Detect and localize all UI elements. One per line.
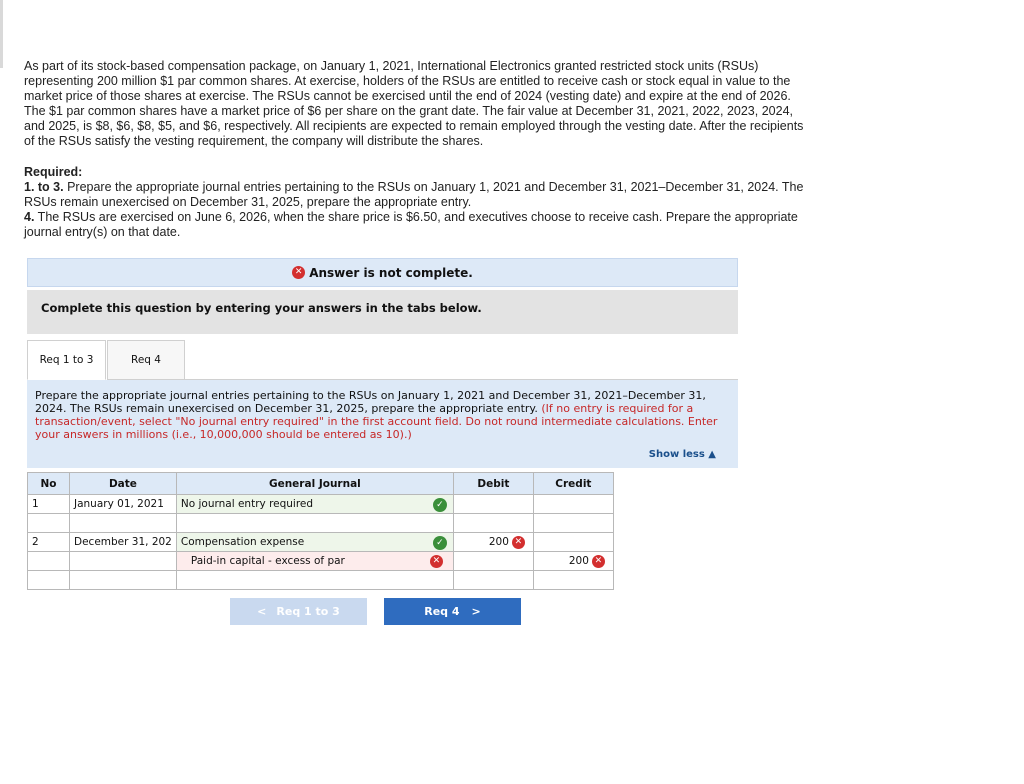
show-less-link[interactable] [649,448,716,461]
tab-instructions [27,380,738,468]
tab-req-1-to-3[interactable]: Req 1 to 3 [27,340,106,380]
journal-header-row [28,473,614,495]
left-edge-strip [0,0,3,68]
required-item-4-text: The RSUs are exercised on June 6, 2026, when the share price is $6.50, and executives choose to receive cash. Prepare the appropriate journal entry(s) on that date. [24,210,798,239]
required-item-4-label: 4. [24,210,35,224]
account-cell-empty[interactable] [176,571,453,590]
required-item-1-label: 1. to 3. [24,180,64,194]
tab-instructions-text: Prepare the appropriate journal entries pertaining to the RSUs on January 1, 2021 and December 31, 2021–December 31, 2024. The RSUs remain unexercised on December 31, 2025, prepare the appropriate entry. [35,389,706,415]
account-name: Paid-in capital - excess of par [190,555,345,567]
entry-date[interactable]: December 31, 202 [70,533,177,552]
debit-cell-empty[interactable] [453,571,533,590]
answer-status-text: Answer is not complete. [309,265,473,280]
chevron-left-icon: < [257,605,267,618]
table-row-empty [28,514,614,533]
required-item-4 [24,210,814,240]
account-name: No journal entry required [180,498,314,510]
journal-table [27,472,614,590]
triangle-up-icon: ▲ [708,449,716,460]
problem-text: As part of its stock-based compensation package, on January 1, 2021, International Electronics granted restricted stock units (RSUs) representing 200 million $1 par common shares. At exercise, holders of the RSUs are entitled to receive cash or stock equal in value to the market price of those shares at exercise. The RSUs cannot be exercised until the end of 2024 (vesting date) and expire at the end of 2026. The $1 par common shares have a market price of $6 per share on the grant date. The fair value at December 31, 2021, 2022, 2023, 2024, and 2025, is $8, $6, $8, $5, and $6, respectively. All recipients are expected to remain employed through the vesting date. After the recipients of the RSUs satisfy the vesting requirement, the company will distribute the shares. [24,59,804,148]
tab-req-4[interactable]: Req 4 [107,340,185,380]
entry-date-empty[interactable] [70,571,177,590]
prev-req-button[interactable] [230,598,367,625]
header-general-journal: General Journal [176,473,453,495]
show-less-label: Show less [648,449,705,460]
entry-number: 1 [28,495,70,514]
credit-cell[interactable] [533,533,613,552]
x-circle-icon: ✕ [292,266,305,279]
account-cell-empty[interactable] [176,514,453,533]
next-req-label: Req 4 [424,605,460,618]
account-cell[interactable] [176,552,453,571]
entry-number-empty [28,514,70,533]
required-item-1-text: Prepare the appropriate journal entries pertaining to the RSUs on January 1, 2021 and December 31, 2021–December 31, 2024. The RSUs remain unexercised on December 31, 2025, prepare the appropriate entry. [24,180,804,209]
debit-cell[interactable] [453,533,533,552]
table-row [28,495,614,514]
table-row [28,552,614,571]
debit-cell[interactable] [453,495,533,514]
debit-cell-empty[interactable] [453,514,533,533]
credit-cell-empty[interactable] [533,571,613,590]
entry-date[interactable]: January 01, 2021 [70,495,177,514]
header-credit: Credit [533,473,613,495]
header-debit: Debit [453,473,533,495]
header-date: Date [70,473,177,495]
credit-value: 200 [568,555,589,567]
chevron-right-icon: > [471,605,481,618]
debit-value: 200 [488,536,509,548]
account-name: Compensation expense [180,536,305,548]
required-section [24,165,814,240]
requirement-tabs [27,340,185,380]
credit-cell-empty[interactable] [533,514,613,533]
entry-date-empty[interactable] [70,514,177,533]
account-cell[interactable] [176,533,453,552]
header-no: No [28,473,70,495]
entry-number-empty [28,571,70,590]
required-item-1 [24,180,814,210]
table-row-empty [28,571,614,590]
prev-req-label: Req 1 to 3 [276,605,340,618]
debit-cell[interactable] [453,552,533,571]
credit-cell[interactable] [533,552,613,571]
entry-date-empty[interactable] [70,552,177,571]
table-row [28,533,614,552]
instructions-header [27,290,738,334]
x-circle-icon: ✕ [592,555,605,568]
account-cell[interactable] [176,495,453,514]
next-req-button[interactable] [384,598,521,625]
entry-number: 2 [28,533,70,552]
x-circle-icon: ✕ [430,555,443,568]
problem-statement [24,59,814,149]
required-title: Required: [24,165,83,179]
check-circle-icon: ✓ [433,536,447,550]
entry-number-empty [28,552,70,571]
instructions-header-text: Complete this question by entering your answers in the tabs below. [41,301,482,315]
answer-status-banner [27,258,738,287]
credit-cell[interactable] [533,495,613,514]
x-circle-icon: ✕ [512,536,525,549]
check-circle-icon: ✓ [433,498,447,512]
tab-instructions-note: (If no entry is required for a transaction/event, select "No journal entry required" in the first account field. Do not round intermediate calculations. Enter your answers in millions (i.e., 10,000,000 should be entered as 10).) [35,402,718,441]
